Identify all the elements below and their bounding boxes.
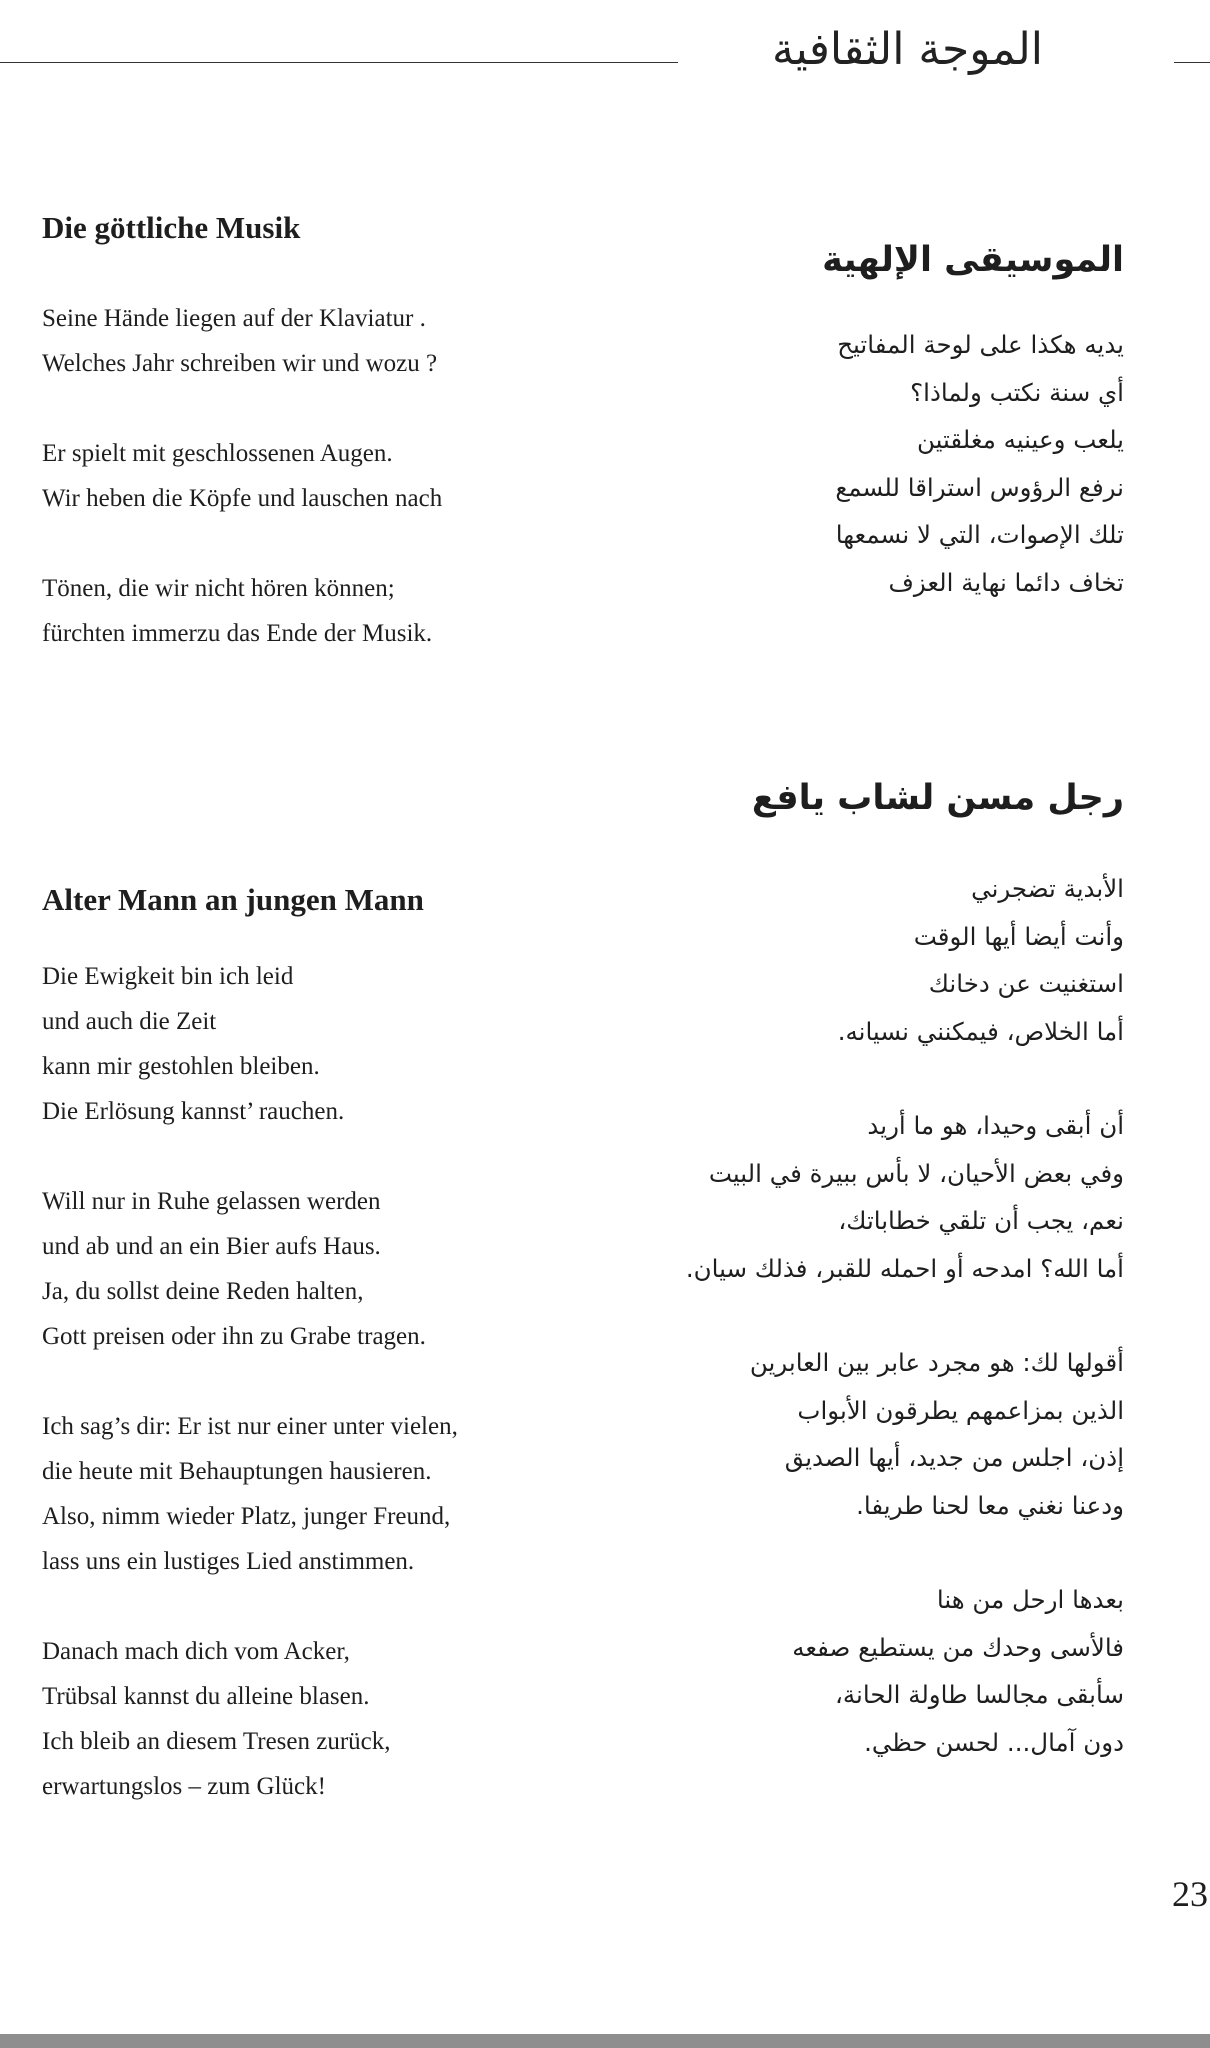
poem-line: سأبقى مجالسا طاولة الحانة، xyxy=(835,1680,1124,1709)
poem-line: أما الخلاص، فيمكنني نسيانه. xyxy=(837,1016,1124,1046)
poem-line: und auch die Zeit xyxy=(42,1008,217,1035)
stanza xyxy=(686,1102,1124,1292)
header-rule-left xyxy=(0,62,678,63)
stanza xyxy=(686,1576,1124,1766)
poem-line: Danach mach dich vom Acker, xyxy=(42,1638,350,1665)
poem-line: Tönen, die wir nicht hören können; xyxy=(42,575,395,602)
poem-line: Die Ewigkeit bin ich leid xyxy=(42,963,294,990)
stanza xyxy=(42,954,458,1134)
poem-line: إذن، اجلس من جديد، أيها الصديق xyxy=(784,1443,1124,1472)
bottom-bar xyxy=(0,2034,1210,2048)
stanza xyxy=(686,865,1124,1055)
poem-line: نرفع الرؤوس استراقا للسمع xyxy=(835,472,1124,502)
poem-line: Gott preisen oder ihn zu Grabe tragen. xyxy=(42,1323,426,1350)
poem-line: Seine Hände liegen auf der Klaviatur . xyxy=(42,305,426,332)
stanza xyxy=(686,1339,1124,1529)
poem-line: نعم، يجب أن تلقي خطاباتك، xyxy=(838,1206,1124,1235)
poem-line: يديه هكذا على لوحة المفاتيح xyxy=(837,330,1124,359)
poem-line: أقولها لك: هو مجرد عابر بين العابرين xyxy=(749,1348,1124,1377)
poem-title: Alter Mann an jungen Mann xyxy=(42,882,424,917)
poem-line: وفي بعض الأحيان، لا بأس ببيرة في البيت xyxy=(708,1158,1124,1188)
stanza xyxy=(42,1404,458,1584)
poem-body xyxy=(822,321,1124,606)
poem-body xyxy=(686,865,1124,1766)
poem-line: وأنت أيضا أيها الوقت xyxy=(913,921,1124,951)
poem-line: الأبدية تضجرني xyxy=(971,874,1124,903)
poem-line: استغنيت عن دخانك xyxy=(928,969,1124,998)
poem-line: die heute mit Behauptungen hausieren. xyxy=(42,1458,432,1485)
poem-line: ودعنا نغني معا لحنا طريفا. xyxy=(856,1490,1124,1520)
page-number: 23 xyxy=(1172,1874,1208,1914)
header-rule-right xyxy=(1174,62,1210,63)
stanza xyxy=(42,431,442,521)
poem-1-german xyxy=(42,206,442,656)
poem-line: Will nur in Ruhe gelassen werden xyxy=(42,1188,381,1215)
poem-line: بعدها ارحل من هنا xyxy=(936,1585,1124,1614)
poem-line: Er spielt mit geschlossenen Augen. xyxy=(42,440,393,467)
poem-line: lass uns ein lustiges Lied anstimmen. xyxy=(42,1548,415,1575)
magazine-header-title: الموجة الثقافية xyxy=(771,24,1043,75)
poem-line: und ab und an ein Bier aufs Haus. xyxy=(42,1233,381,1260)
poem-line: أن أبقى وحيدا، هو ما أريد xyxy=(867,1111,1124,1140)
poem-body xyxy=(42,954,458,1809)
poem-title: الموسيقى الإلهية xyxy=(822,240,1124,280)
poem-line: تخاف دائما نهاية العزف xyxy=(888,567,1124,597)
stanza xyxy=(42,1629,458,1809)
poem-line: تلك الإصوات، التي لا نسمعها xyxy=(835,520,1124,549)
stanza xyxy=(42,566,442,656)
poem-line: Ich bleib an diesem Tresen zurück, xyxy=(42,1728,391,1755)
poem-body xyxy=(42,296,442,656)
poem-title: رجل مسن لشاب يافع xyxy=(751,778,1124,818)
poem-title: Die göttliche Musik xyxy=(42,210,301,245)
poem-line: Also, nimm wieder Platz, junger Freund, xyxy=(42,1503,451,1530)
poem-line: فالأسى وحدك من يستطيع صفعه xyxy=(792,1632,1124,1662)
poem-line: Ja, du sollst deine Reden halten, xyxy=(42,1278,364,1305)
poem-line: دون آمال... لحسن حظي. xyxy=(864,1727,1124,1757)
stanza xyxy=(42,296,442,386)
poem-line: kann mir gestohlen bleiben. xyxy=(42,1053,320,1080)
poem-line: أي سنة نكتب ولماذا؟ xyxy=(910,377,1124,407)
poem-line: Ich sag’s dir: Er ist nur einer unter vielen, xyxy=(42,1413,458,1440)
poem-line: Welches Jahr schreiben wir und wozu ? xyxy=(42,350,438,377)
stanza xyxy=(42,1179,458,1359)
stanza xyxy=(822,321,1124,606)
poem-line: أما الله؟ امدحه أو احمله للقبر، فذلك سيان. xyxy=(685,1253,1124,1283)
poem-line: يلعب وعينيه مغلقتين xyxy=(916,425,1124,454)
poem-2-german xyxy=(42,878,458,1809)
poem-line: fürchten immerzu das Ende der Musik. xyxy=(42,620,433,647)
poem-line: Die Erlösung kannst’ rauchen. xyxy=(42,1098,345,1125)
poem-line: Wir heben die Köpfe und lauschen nach xyxy=(42,485,443,512)
poem-2-arabic xyxy=(686,770,1124,1766)
poem-line: الذين بمزاعمهم يطرقون الأبواب xyxy=(797,1395,1124,1425)
poem-line: erwartungslos – zum Glück! xyxy=(42,1773,326,1800)
poem-line: Trübsal kannst du alleine blasen. xyxy=(42,1683,370,1710)
poem-1-arabic xyxy=(822,232,1124,606)
